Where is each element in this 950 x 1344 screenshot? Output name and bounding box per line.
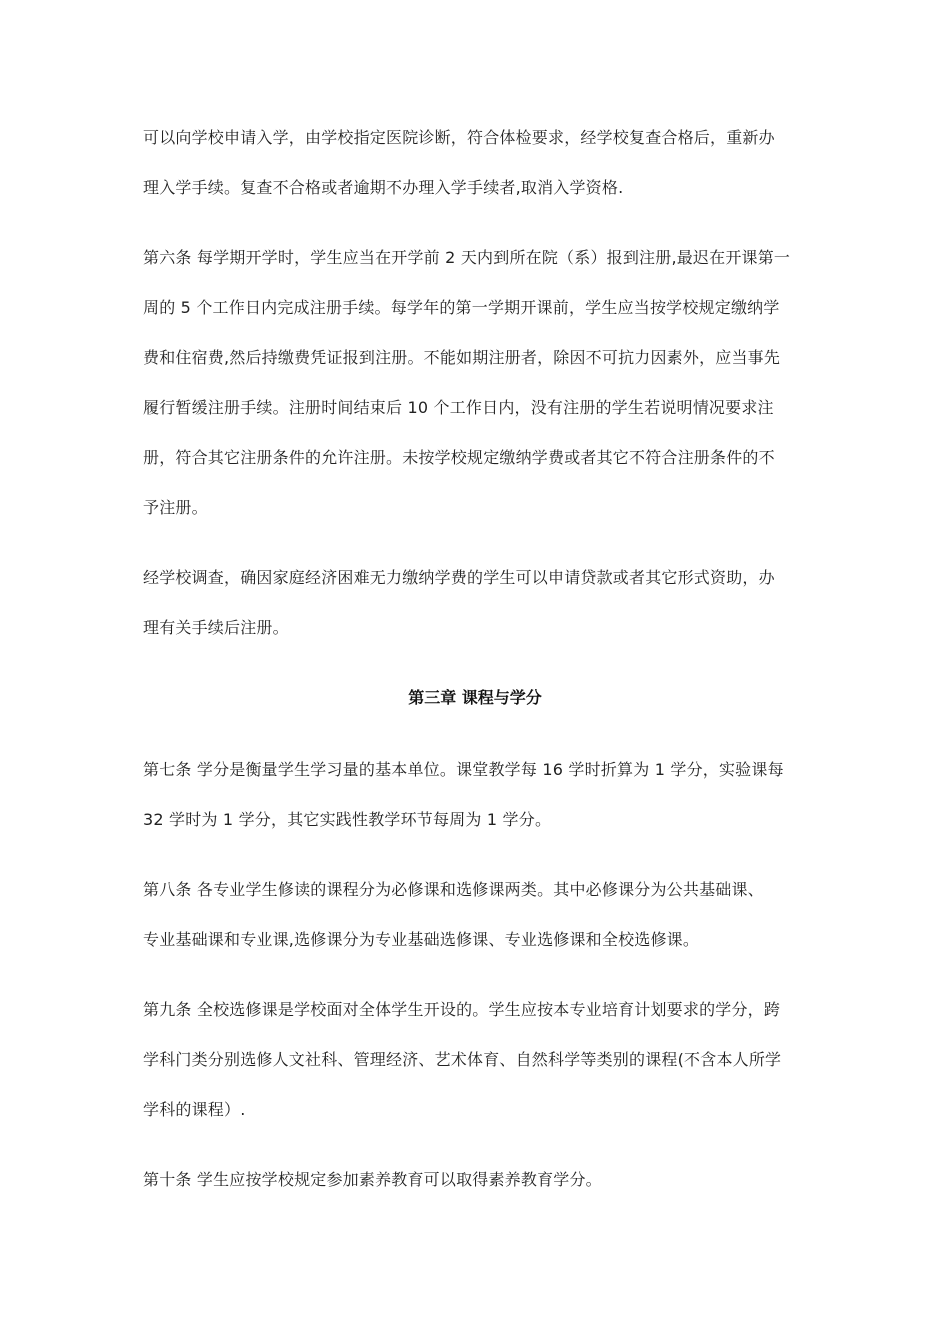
article-line: 学科的课程）. xyxy=(143,1100,246,1119)
paragraph-line: 予注册。 xyxy=(143,498,208,517)
paragraph-line: 周的 5 个工作日内完成注册手续。每学年的第一学期开课前，学生应当按学校规定缴纳学 xyxy=(143,298,780,317)
article-line: 第七条 学分是衡量学生学习量的基本单位。课堂教学每 16 学时折算为 1 学分，实验课每 xyxy=(143,760,784,779)
paragraph-line: 费和住宿费,然后持缴费凭证报到注册。不能如期注册者，除因不可抗力因素外，应当事先 xyxy=(143,348,781,367)
paragraph-line: 可以向学校申请入学，由学校指定医院诊断，符合体检要求，经学校复查合格后，重新办 xyxy=(143,128,775,147)
paragraph-line: 理入学手续。复查不合格或者逾期不办理入学手续者,取消入学资格. xyxy=(143,178,624,197)
article-line: 第九条 全校选修课是学校面对全体学生开设的。学生应按本专业培育计划要求的学分，跨 xyxy=(143,1000,781,1019)
paragraph-line: 经学校调查，确因家庭经济困难无力缴纳学费的学生可以申请贷款或者其它形式资助，办 xyxy=(143,568,775,587)
article-line: 第八条 各专业学生修读的课程分为必修课和选修课两类。其中必修课分为公共基础课、 xyxy=(143,880,764,899)
paragraph-line: 理有关手续后注册。 xyxy=(143,618,289,637)
article-line: 第十条 学生应按学校规定参加素养教育可以取得素养教育学分。 xyxy=(143,1170,602,1189)
article-line: 专业基础课和专业课,选修课分为专业基础选修课、专业选修课和全校选修课。 xyxy=(143,930,700,949)
paragraph-line: 第六条 每学期开学时，学生应当在开学前 2 天内到所在院（系）报到注册,最迟在开课第一 xyxy=(143,248,791,267)
paragraph-line: 履行暂缓注册手续。注册时间结束后 10 个工作日内，没有注册的学生若说明情况要求注 xyxy=(143,398,774,417)
article-line: 学科门类分别选修人文社科、管理经济、艺术体育、自然科学等类别的课程(不含本人所学 xyxy=(143,1050,782,1069)
paragraph-line: 册，符合其它注册条件的允许注册。未按学校规定缴纳学费或者其它不符合注册条件的不 xyxy=(143,448,775,467)
article-line: 32 学时为 1 学分，其它实践性教学环节每周为 1 学分。 xyxy=(143,810,552,829)
chapter-heading: 第三章 课程与学分 xyxy=(408,688,542,707)
